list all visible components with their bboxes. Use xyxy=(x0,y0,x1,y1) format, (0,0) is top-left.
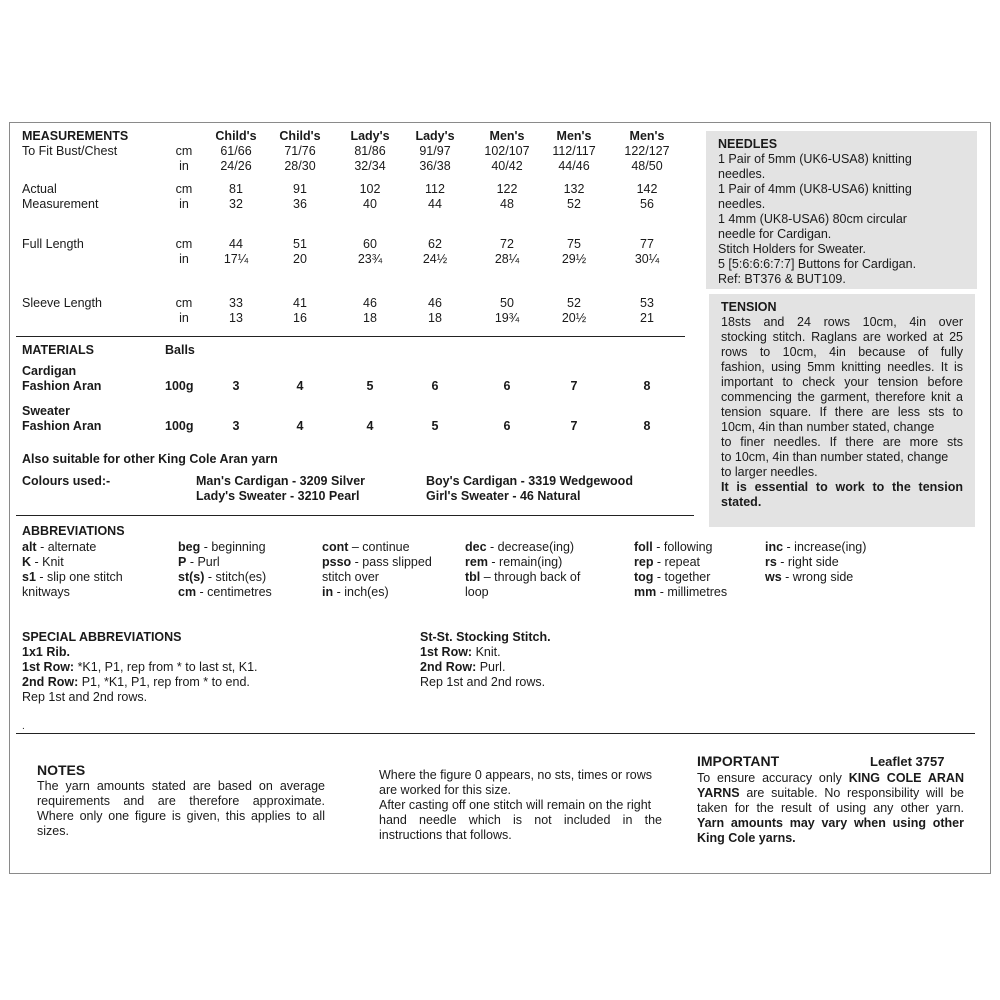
size-6-length-in: 29½ xyxy=(561,252,587,266)
size-4-length-cm: 62 xyxy=(428,237,442,251)
colour-boys-cardigan: Boy's Cardigan - 3319 Wedgewood xyxy=(426,474,633,488)
abbreviation-item: tog - together xyxy=(634,570,711,584)
size-5-bust-cm: 102/107 xyxy=(484,144,530,158)
size-3-length-in: 23¾ xyxy=(357,252,383,266)
size-1-actual-cm: 81 xyxy=(229,182,243,196)
unit-cm: cm xyxy=(175,237,193,251)
size-3-actual-in: 40 xyxy=(363,197,377,211)
abbreviation-item: P - Purl xyxy=(178,555,220,569)
measurements-title: MEASUREMENTS xyxy=(22,129,129,143)
size-6-actual-cm: 132 xyxy=(563,182,585,196)
colour-mans-cardigan: Man's Cardigan - 3209 Silver xyxy=(196,474,366,488)
size-5-bust-in: 40/42 xyxy=(491,159,523,173)
needles-line: needles. xyxy=(718,167,766,181)
notes-left-last: sizes. xyxy=(37,824,69,838)
size-5-length-cm: 72 xyxy=(500,237,514,251)
size-7-bust-in: 48/50 xyxy=(631,159,663,173)
size-4-actual-in: 44 xyxy=(428,197,442,211)
tension-line: commencing the garment, therefore knit a xyxy=(721,390,963,404)
abbreviation-item: alt - alternate xyxy=(22,540,97,554)
tension-text xyxy=(721,315,963,480)
size-5-label: Men's xyxy=(489,129,525,143)
abbreviation-item: rem - remain(ing) xyxy=(465,555,563,569)
tension-line: to finer needles. If there are more sts xyxy=(721,435,963,449)
size-1-label: Child's xyxy=(215,129,257,143)
tension-line: stocking stitch. Raglans are worked at 25 xyxy=(721,330,963,344)
special-abbreviations-title: SPECIAL ABBREVIATIONS xyxy=(22,630,182,644)
needles-line: 1 4mm (UK8-USA6) 80cm circular xyxy=(718,212,907,226)
leaflet-number: Leaflet 3757 xyxy=(870,754,945,769)
st-row-1: 1st Row: Knit. xyxy=(420,645,501,659)
abbreviation-item: dec - decrease(ing) xyxy=(465,540,575,554)
unit-in: in xyxy=(179,197,189,211)
sweater-weight: 100g xyxy=(165,419,194,433)
size-6-sweater-balls: 7 xyxy=(570,419,578,433)
size-3-bust-in: 32/34 xyxy=(354,159,386,173)
size-2-actual-in: 36 xyxy=(293,197,307,211)
size-3-actual-cm: 102 xyxy=(359,182,381,196)
needles-title: NEEDLES xyxy=(718,137,778,151)
colours-label: Colours used:- xyxy=(22,474,111,488)
size-6-cardigan-balls: 7 xyxy=(570,379,578,393)
size-2-sleeve-cm: 41 xyxy=(293,296,307,310)
stocking-stitch-title: St-St. Stocking Stitch. xyxy=(420,630,551,644)
size-7-length-cm: 77 xyxy=(640,237,654,251)
important-line-1: To ensure accuracy only KING COLE ARAN xyxy=(697,771,964,785)
cardigan-weight: 100g xyxy=(165,379,194,393)
important-line-3: taken for the result of using any other yarn. xyxy=(697,801,964,815)
size-5-cardigan-balls: 6 xyxy=(503,379,511,393)
size-7-cardigan-balls: 8 xyxy=(643,379,651,393)
divider xyxy=(16,336,685,337)
notes-left-line: requirements and are therefore approximate. xyxy=(37,794,325,808)
sweater-yarn-label: Fashion Aran xyxy=(22,419,102,433)
abbreviation-item: rs - right side xyxy=(765,555,839,569)
abbreviations-title: ABBREVIATIONS xyxy=(22,524,125,538)
tension-line: important to check your tension before xyxy=(721,375,963,389)
size-4-length-in: 24½ xyxy=(422,252,448,266)
important-line-5: King Cole yarns. xyxy=(697,831,796,845)
size-3-sleeve-cm: 46 xyxy=(363,296,377,310)
abbreviation-item: loop xyxy=(465,585,489,599)
notes-title: NOTES xyxy=(37,762,86,778)
needles-line: Stitch Holders for Sweater. xyxy=(718,242,866,256)
size-7-sleeve-cm: 53 xyxy=(640,296,654,310)
notes-mid-last: instructions that follows. xyxy=(379,828,512,842)
size-5-sleeve-cm: 50 xyxy=(500,296,514,310)
size-4-bust-cm: 91/97 xyxy=(419,144,451,158)
row-label-measurement: Measurement xyxy=(22,197,99,211)
size-6-bust-cm: 112/117 xyxy=(552,144,596,158)
st-repeat: Rep 1st and 2nd rows. xyxy=(420,675,546,689)
abbreviation-item: knitways xyxy=(22,585,70,599)
size-5-sweater-balls: 6 xyxy=(503,419,511,433)
needles-line: needle for Cardigan. xyxy=(718,227,832,241)
size-6-sleeve-cm: 52 xyxy=(567,296,581,310)
cardigan-yarn-label: Fashion Aran xyxy=(22,379,102,393)
abbreviation-item: stitch over xyxy=(322,570,379,584)
abbreviation-item: s1 - slip one stitch xyxy=(22,570,123,584)
unit-cm: cm xyxy=(175,182,193,196)
unit-in: in xyxy=(179,159,189,173)
abbreviation-item: K - Knit xyxy=(22,555,64,569)
abbreviation-item: foll - following xyxy=(634,540,713,554)
abbreviation-item: psso - pass slipped xyxy=(322,555,432,569)
size-4-cardigan-balls: 6 xyxy=(431,379,439,393)
colour-girls-sweater: Girl's Sweater - 46 Natural xyxy=(426,489,581,503)
size-1-sleeve-cm: 33 xyxy=(229,296,243,310)
rib-row-1: 1st Row: *K1, P1, rep from * to last st, K1. xyxy=(22,660,258,674)
notes-mid-line: are worked for this size. xyxy=(379,783,511,797)
needles-line: 1 Pair of 4mm (UK8-USA6) knitting xyxy=(718,182,912,196)
size-3-sweater-balls: 4 xyxy=(366,419,374,433)
size-1-sweater-balls: 3 xyxy=(232,419,240,433)
size-6-actual-in: 52 xyxy=(567,197,581,211)
size-7-actual-cm: 142 xyxy=(636,182,658,196)
needles-list xyxy=(718,152,967,287)
size-3-label: Lady's xyxy=(350,129,390,143)
tension-warning-end: stated. xyxy=(721,495,762,509)
notes-left-line: Where only one figure is given, this applies to all xyxy=(37,809,325,823)
abbreviation-item: inc - increase(ing) xyxy=(765,540,867,554)
sweater-label: Sweater xyxy=(22,404,70,418)
abbreviation-item: tbl – through back of xyxy=(465,570,581,584)
tension-line: to larger needles. xyxy=(721,465,818,479)
row-label-bust: To Fit Bust/Chest xyxy=(22,144,118,158)
rib-title: 1x1 Rib. xyxy=(22,645,70,659)
rib-repeat: Rep 1st and 2nd rows. xyxy=(22,690,148,704)
row-label-actual: Actual xyxy=(22,182,57,196)
size-2-label: Child's xyxy=(279,129,321,143)
size-6-sleeve-in: 20½ xyxy=(561,311,587,325)
important-line-4: Yarn amounts may vary when using other xyxy=(697,816,964,830)
size-4-actual-cm: 112 xyxy=(425,182,445,196)
size-7-actual-in: 56 xyxy=(640,197,654,211)
divider xyxy=(16,515,694,516)
abbreviation-item: st(s) - stitch(es) xyxy=(178,570,267,584)
size-1-length-cm: 44 xyxy=(229,237,243,251)
unit-cm: cm xyxy=(175,296,193,310)
important-text xyxy=(697,771,964,846)
size-4-sleeve-in: 18 xyxy=(428,311,442,325)
size-1-cardigan-balls: 3 xyxy=(232,379,240,393)
abbreviation-item: ws - wrong side xyxy=(765,570,854,584)
tension-line: 18sts and 24 rows 10cm, 4in over xyxy=(721,315,963,329)
size-2-bust-in: 28/30 xyxy=(284,159,316,173)
size-1-actual-in: 32 xyxy=(229,197,243,211)
needles-box xyxy=(706,131,977,289)
size-2-sleeve-in: 16 xyxy=(293,311,307,325)
balls-label: Balls xyxy=(165,343,195,357)
size-4-label: Lady's xyxy=(415,129,455,143)
size-2-length-cm: 51 xyxy=(293,237,307,251)
st-row-2: 2nd Row: Purl. xyxy=(420,660,506,674)
size-5-sleeve-in: 19¾ xyxy=(494,311,520,325)
size-7-sleeve-in: 21 xyxy=(640,311,654,325)
notes-left-line: The yarn amounts stated are based on average xyxy=(37,779,325,793)
size-2-bust-cm: 71/76 xyxy=(284,144,316,158)
notes-left xyxy=(37,779,325,839)
stray-dot: . xyxy=(22,721,25,732)
important-line-2: YARNS are suitable. No responsibility will be xyxy=(697,786,964,800)
size-2-actual-cm: 91 xyxy=(293,182,307,196)
tension-warning: It is essential to work to the tension xyxy=(721,480,963,494)
size-1-length-in: 17¼ xyxy=(223,252,249,266)
size-6-length-cm: 75 xyxy=(567,237,581,251)
notes-middle xyxy=(379,768,662,843)
size-4-bust-in: 36/38 xyxy=(419,159,451,173)
abbreviation-item: mm - millimetres xyxy=(634,585,728,599)
size-6-label: Men's xyxy=(556,129,592,143)
needles-line: 5 [5:6:6:6:7:7] Buttons for Cardigan. xyxy=(718,257,917,271)
notes-mid-line: After casting off one stitch will remain on the right xyxy=(379,798,652,812)
size-2-length-in: 20 xyxy=(293,252,307,266)
unit-in: in xyxy=(179,311,189,325)
rib-row-2: 2nd Row: P1, *K1, P1, rep from * to end. xyxy=(22,675,250,689)
abbreviation-item: cont – continue xyxy=(322,540,410,554)
divider xyxy=(16,733,975,734)
tension-line: to 10cm, 4in than number stated, change xyxy=(721,450,949,464)
size-5-actual-cm: 122 xyxy=(496,182,518,196)
abbreviation-item: beg - beginning xyxy=(178,540,266,554)
row-label-length: Full Length xyxy=(22,237,84,251)
notes-mid-line: Where the figure 0 appears, no sts, times or rows xyxy=(379,768,653,782)
size-1-sleeve-in: 13 xyxy=(229,311,243,325)
tension-title: TENSION xyxy=(721,300,777,314)
needles-line: 1 Pair of 5mm (UK6-USA8) knitting xyxy=(718,152,912,166)
tension-line: tension square. If there are less sts to xyxy=(721,405,963,419)
also-suitable: Also suitable for other King Cole Aran yarn xyxy=(22,452,278,466)
cardigan-label: Cardigan xyxy=(22,364,77,378)
abbreviation-item: cm - centimetres xyxy=(178,585,272,599)
size-5-length-in: 28¼ xyxy=(494,252,520,266)
important-title: IMPORTANT xyxy=(697,753,780,769)
unit-cm: cm xyxy=(175,144,193,158)
size-2-cardigan-balls: 4 xyxy=(296,379,304,393)
tension-line: fashion, using 5mm knitting needles. It is xyxy=(721,360,963,374)
size-1-bust-cm: 61/66 xyxy=(220,144,252,158)
materials-title: MATERIALS xyxy=(22,343,94,357)
size-1-bust-in: 24/26 xyxy=(220,159,252,173)
tension-line: rows to 10cm, 4in because of fully xyxy=(721,345,963,359)
size-4-sleeve-cm: 46 xyxy=(428,296,442,310)
size-7-bust-cm: 122/127 xyxy=(624,144,670,158)
size-3-bust-cm: 81/86 xyxy=(354,144,386,158)
tension-box xyxy=(709,294,975,527)
needles-line: needles. xyxy=(718,197,766,211)
notes-mid-justified: hand needle which is not included in the xyxy=(379,813,662,827)
colour-ladys-sweater: Lady's Sweater - 3210 Pearl xyxy=(196,489,360,503)
size-5-actual-in: 48 xyxy=(500,197,514,211)
abbreviation-item: rep - repeat xyxy=(634,555,701,569)
needles-line: Ref: BT376 & BUT109. xyxy=(718,272,846,286)
size-6-bust-in: 44/46 xyxy=(558,159,590,173)
size-3-sleeve-in: 18 xyxy=(363,311,377,325)
size-4-sweater-balls: 5 xyxy=(431,419,439,433)
size-2-sweater-balls: 4 xyxy=(296,419,304,433)
size-7-sweater-balls: 8 xyxy=(643,419,651,433)
abbreviation-item: in - inch(es) xyxy=(322,585,389,599)
size-7-length-in: 30¼ xyxy=(634,252,660,266)
size-3-length-cm: 60 xyxy=(363,237,377,251)
row-label-sleeve: Sleeve Length xyxy=(22,296,102,310)
tension-line: 10cm, 4in than number stated, change xyxy=(721,420,935,434)
unit-in: in xyxy=(179,252,189,266)
size-3-cardigan-balls: 5 xyxy=(366,379,374,393)
size-7-label: Men's xyxy=(629,129,665,143)
